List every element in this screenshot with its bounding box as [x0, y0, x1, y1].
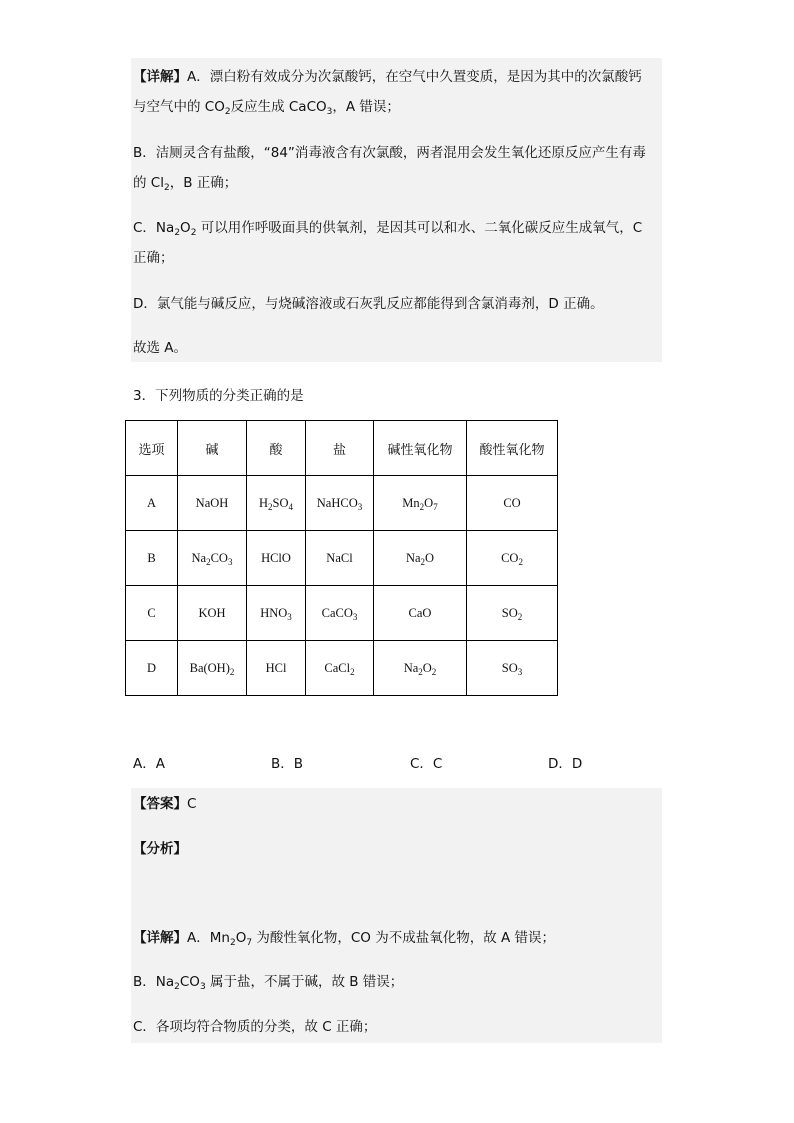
- classification-table: [125, 420, 558, 696]
- option-b: B．B: [271, 756, 304, 772]
- text: 属于盐，不属于碱，故 B 错误；: [205, 974, 404, 990]
- subscript: 3: [199, 982, 206, 992]
- text: B．Na: [133, 974, 175, 990]
- detail1-line-7: [133, 295, 604, 313]
- table-cell: NaHCO$_3$: [306, 476, 374, 531]
- subscript: 2: [174, 228, 181, 238]
- question-title: 3．下列物质的分类正确的是: [133, 388, 304, 404]
- header-cell: 碱: [178, 421, 247, 476]
- detail1-line-2: [133, 98, 400, 116]
- table-cell: C: [126, 586, 178, 641]
- header-cell: 盐: [306, 421, 374, 476]
- text: C．各项均符合物质的分类，故 C 正确；: [133, 1019, 377, 1035]
- text: C．Na: [133, 220, 175, 236]
- header-cell: 酸: [247, 421, 306, 476]
- table-row: [126, 641, 558, 696]
- text: O: [235, 930, 247, 946]
- detail1-line-5: [133, 219, 642, 237]
- subscript: 2: [229, 938, 236, 948]
- text: CO: [179, 974, 200, 990]
- table-cell: $H_2SO_4$: [247, 476, 306, 531]
- text: 为酸性氧化物，CO 为不成盐氧化物，故 A 错误；: [252, 930, 556, 946]
- table-cell: $CO_2$: [467, 531, 558, 586]
- answer-line: [133, 795, 196, 813]
- detail-heading: 【详解】: [133, 69, 187, 85]
- option-c: C．C: [410, 756, 443, 772]
- text: 反应生成 CaCO: [230, 99, 327, 115]
- text: 正确；: [133, 250, 174, 266]
- table-cell: $Mn_2O_7$: [374, 476, 467, 531]
- header-cell: 选项: [126, 421, 178, 476]
- detail-heading: 【详解】: [133, 930, 187, 946]
- table-cell: HClO: [247, 531, 306, 586]
- text: ，A 错误；: [332, 99, 400, 115]
- header-cell: 碱性氧化物: [374, 421, 467, 476]
- header-cell: 酸性氧化物: [467, 421, 558, 476]
- table-cell: CO: [467, 476, 558, 531]
- table-cell: $HNO_3$: [247, 586, 306, 641]
- table-cell: $SO_3$: [467, 641, 558, 696]
- text: 可以用作呼吸面具的供氧剂，是因其可以和水、二氧化碳反应生成氧气，C: [196, 220, 643, 236]
- detail1-line-4: [133, 174, 237, 192]
- table-header-row: [126, 421, 558, 476]
- detail2-line-1: [133, 929, 555, 947]
- detail2-line-3: [133, 1018, 376, 1036]
- subscript: 2: [174, 982, 180, 992]
- table-cell: NaCl: [306, 531, 374, 586]
- table-cell: KOH: [178, 586, 247, 641]
- analysis-heading: 【分析】: [133, 841, 187, 857]
- table-cell: $SO_2$: [467, 586, 558, 641]
- answer-heading: 【答案】: [133, 796, 187, 812]
- text: B．洁厕灵含有盐酸，“84”消毒液含有次氯酸，两者混用会发生氧化还原反应产生有毒: [133, 145, 646, 161]
- table-cell: B: [126, 531, 178, 586]
- table-cell: CaCl$_2$: [306, 641, 374, 696]
- answer-value: C: [187, 796, 197, 812]
- text: A．Mn: [187, 930, 230, 946]
- detail1-line-1: [133, 68, 642, 86]
- table-cell: $Ba(OH)_2$: [178, 641, 247, 696]
- text: 的 Cl: [133, 175, 164, 191]
- text: ，B 正确；: [169, 175, 238, 191]
- text: 与空气中的 CO: [133, 99, 225, 115]
- answer-background: [131, 788, 662, 1043]
- table-cell: $Na_2CO_3$: [178, 531, 247, 586]
- table-row: [126, 476, 558, 531]
- text: D．氯气能与碱反应，与烧碱溶液或石灰乳反应都能得到含氯消毒剂，D 正确。: [133, 296, 604, 312]
- table-cell: $Na_2O$: [374, 531, 467, 586]
- detail1-text: A．漂白粉有效成分为次氯酸钙，在空气中久置变质，是因为其中的次氯酸钙: [187, 69, 642, 85]
- detail2-line-2: [133, 973, 403, 991]
- table-row: [126, 531, 558, 586]
- text: 故选 A。: [133, 340, 188, 356]
- subscript: 2: [163, 183, 170, 193]
- table-cell: NaOH: [178, 476, 247, 531]
- text: O: [180, 220, 191, 236]
- table-cell: D: [126, 641, 178, 696]
- subscript: 2: [190, 228, 197, 238]
- detail1-line-3: [133, 144, 646, 162]
- table-cell: CaCO$_3$: [306, 586, 374, 641]
- table-cell: CaO: [374, 586, 467, 641]
- option-d: D．D: [548, 756, 583, 772]
- detail1-line-6: [133, 249, 174, 267]
- table-cell: A: [126, 476, 178, 531]
- subscript: 3: [326, 107, 333, 117]
- table-row: [126, 586, 558, 641]
- detail1-line-8: [133, 339, 187, 357]
- table-cell: HCl: [247, 641, 306, 696]
- subscript: 2: [224, 107, 231, 117]
- analysis-line: [133, 840, 187, 858]
- table-cell: $Na_2O_2$: [374, 641, 467, 696]
- subscript: 7: [246, 938, 253, 948]
- option-a: A．A: [133, 756, 165, 772]
